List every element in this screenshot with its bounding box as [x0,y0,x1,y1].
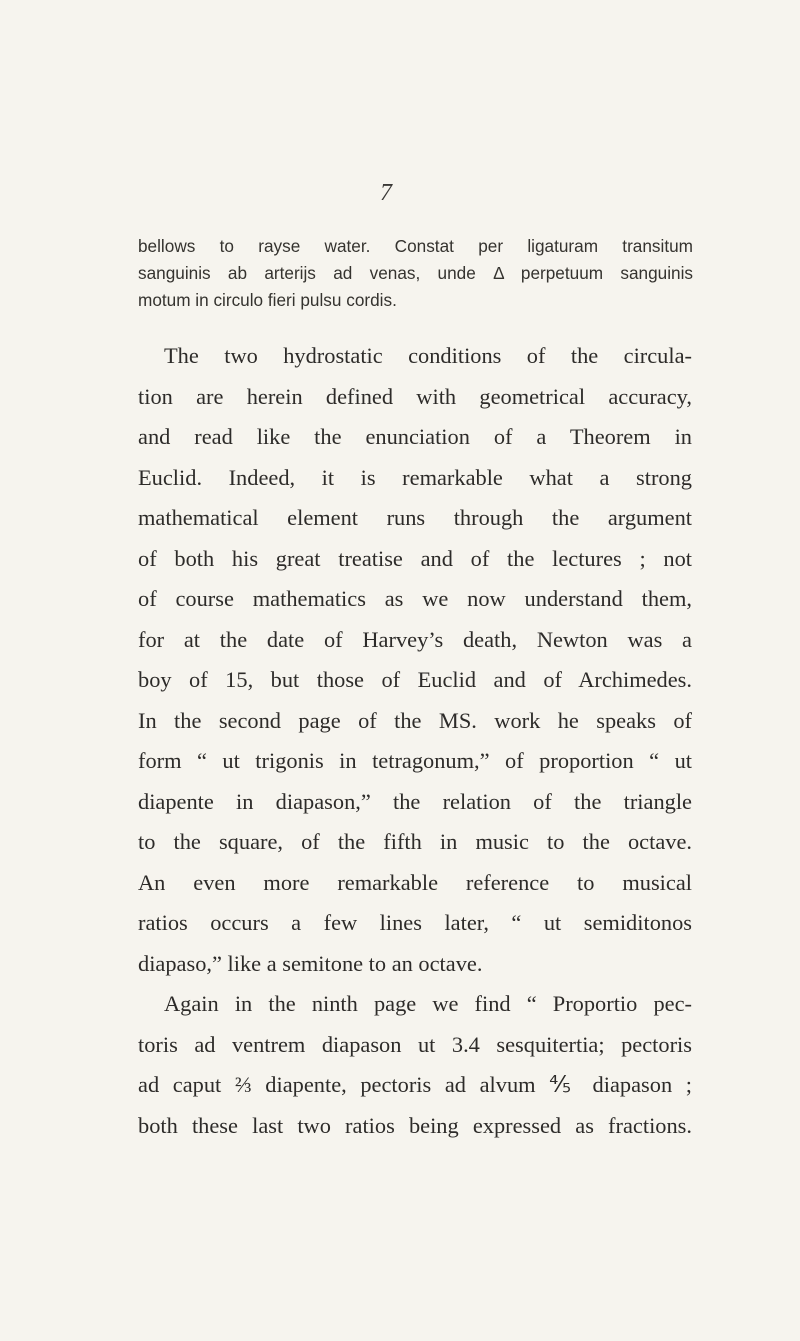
body-line: An even more remarkable reference to musical [138,869,692,895]
body-line: and read like the enunciation of a Theorem in [138,424,692,449]
body-line: tion are herein defined with geometrical accuracy, [138,383,692,409]
body-line: to the square, of the fifth in music to the octave. [138,829,692,854]
quote-line: sanguinis ab arterijs ad venas, unde Δ perpetuum sanguinis [138,263,693,283]
body-line: ratios occurs a few lines later, “ ut semiditonos [138,910,692,935]
body-line: boy of 15, but those of Euclid and of Archimedes. [138,667,692,692]
body-line: toris ad ventrem diapason ut 3.4 sesquitertia; pectoris [138,1031,692,1057]
body-line: diapente in diapason,” the relation of the triangle [138,788,692,814]
quote-line: motum in circulo fieri pulsu cordis. [138,290,397,310]
quote-line: bellows to rayse water. Constat per ligaturam transitum [138,236,693,256]
body-line: of both his great treatise and of the lectures ; not [138,545,692,571]
body-line: Again in the ninth page we find “ Proportio pec- [164,991,692,1016]
body-line: In the second page of the MS. work he speaks of [138,707,692,733]
body-line: ad caput ⅔ diapente, pectoris ad alvum ⅘ diapason ; [138,1072,692,1097]
body-line: both these last two ratios being expressed as fractions. [138,1112,692,1138]
body-line: The two hydrostatic conditions of the circula- [164,343,692,368]
body-line: form “ ut trigonis in tetragonum,” of proportion “ ut [138,748,692,773]
latin-quotation [138,233,693,314]
body-line: Euclid. Indeed, it is remarkable what a strong [138,464,692,490]
body-line: diapaso,” like a semitone to an octave. [138,950,483,976]
body-line: for at the date of Harvey’s death, Newton was a [138,626,692,652]
body-paragraphs [138,336,692,1146]
body-line: mathematical element runs through the argument [138,505,692,530]
body-line: of course mathematics as we now understand them, [138,586,692,611]
page-number: 7 [380,180,392,206]
